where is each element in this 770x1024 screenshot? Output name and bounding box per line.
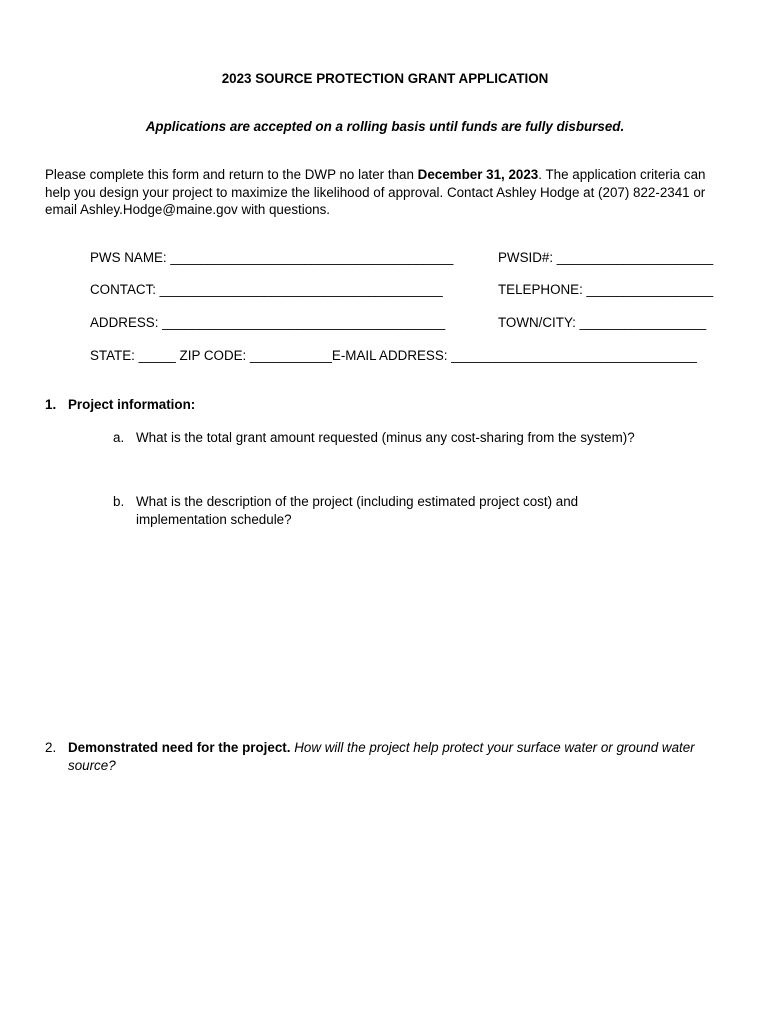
form-subtitle: Applications are accepted on a rolling basis until funds are fully disbursed. bbox=[145, 119, 625, 134]
section-2-paragraph bbox=[68, 739, 733, 775]
form-title: 2023 SOURCE PROTECTION GRANT APPLICATION bbox=[221, 71, 549, 86]
contact-field[interactable]: CONTACT: ______________________________________ bbox=[90, 282, 443, 297]
section-2-heading: Demonstrated need for the project. bbox=[68, 740, 291, 755]
section-2-number: 2. bbox=[45, 740, 57, 755]
telephone-field[interactable]: TELEPHONE: _________________ bbox=[498, 282, 714, 297]
state-zip-email-field[interactable]: STATE: _____ ZIP CODE: ___________E-MAIL ADDRESS: _________________________________ bbox=[90, 348, 697, 363]
question-a-text: What is the total grant amount requested (minus any cost-sharing from the system)? bbox=[136, 430, 635, 445]
address-field[interactable]: ADDRESS: ______________________________________ bbox=[90, 315, 446, 330]
intro-text-1: Please complete this form and return to the DWP no later than bbox=[45, 167, 418, 182]
question-b-letter: b. bbox=[113, 494, 125, 509]
question-a-letter: a. bbox=[113, 430, 125, 445]
intro-paragraph bbox=[45, 166, 730, 219]
deadline-date: December 31, 2023 bbox=[417, 167, 539, 182]
intro-text-2: . The application criteria can help you design your project to maximize the likelihood of approval. Contact Ashley Hodge at (207) 822-2341 or email Ashley.Hodge@maine.gov with questions. bbox=[45, 167, 706, 217]
question-b-text: What is the description of the project (including estimated project cost) and implementation schedule? bbox=[136, 494, 579, 527]
section-2-question: How will the project help protect your surface water or ground water source? bbox=[68, 740, 695, 773]
pws-name-field[interactable]: PWS NAME: ______________________________________ bbox=[90, 250, 454, 265]
section-1-heading: Project information: bbox=[68, 397, 196, 412]
town-city-field[interactable]: TOWN/CITY: _________________ bbox=[498, 315, 707, 330]
pwsid-field[interactable]: PWSID#: _____________________ bbox=[498, 250, 714, 265]
section-1-number: 1. bbox=[45, 397, 57, 412]
